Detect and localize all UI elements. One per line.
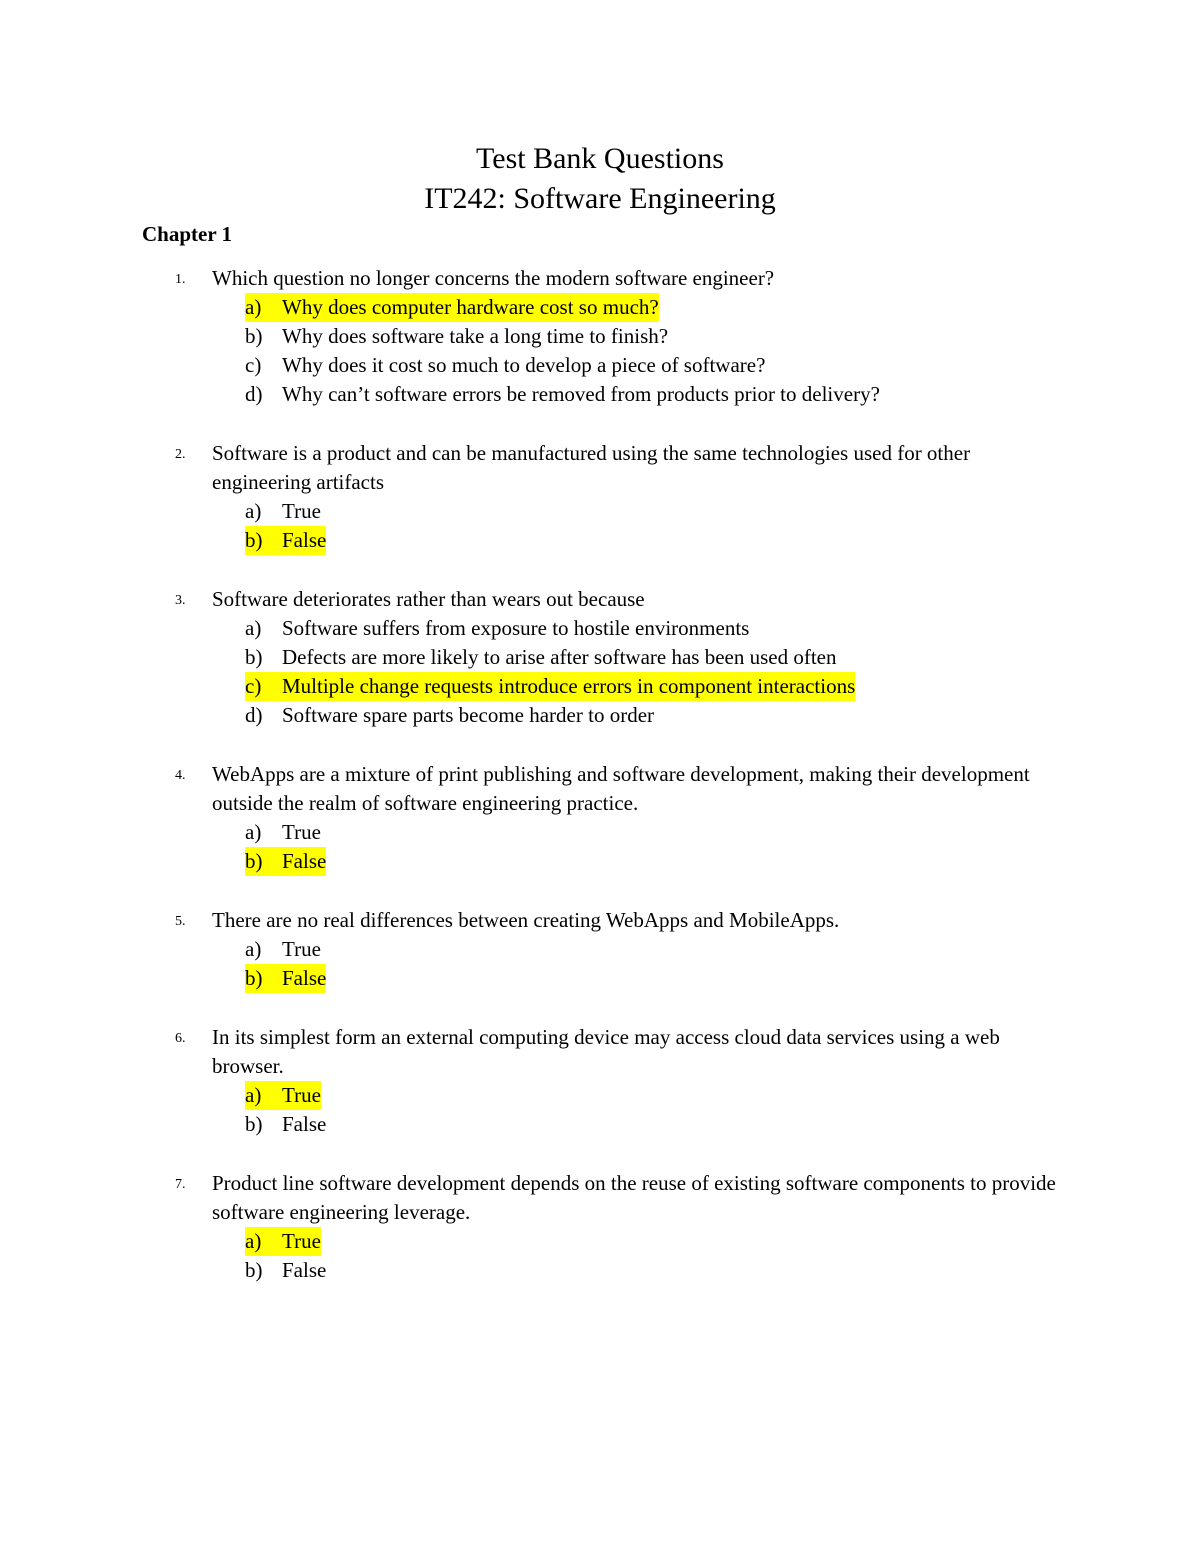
option-letter: a)	[245, 295, 262, 319]
option-text: Why does software take a long time to finish?	[282, 324, 669, 348]
option-letter: d)	[245, 382, 263, 406]
option-letter: b)	[245, 849, 263, 873]
option-text: Multiple change requests introduce errors in component interactions	[282, 674, 856, 698]
question-number: 7.	[175, 1177, 186, 1192]
option-a	[245, 293, 659, 322]
option-text: True	[282, 499, 321, 523]
option-text: True	[282, 1229, 321, 1253]
option-letter: b)	[245, 324, 263, 348]
option-text: False	[282, 1258, 327, 1282]
option-b	[245, 847, 326, 876]
option-letter: a)	[245, 616, 262, 640]
option-letter: b)	[245, 1258, 263, 1282]
question-number: 2.	[175, 447, 186, 462]
question-text: Which question no longer concerns the modern software engineer?	[212, 266, 775, 290]
question-text: Software is a product and can be manufactured using the same technologies used for other engineering artifacts	[212, 441, 971, 494]
option-c	[245, 351, 765, 380]
option-d	[245, 701, 654, 730]
document-title: Test Bank Questions	[476, 142, 724, 175]
option-text: Software spare parts become harder to order	[282, 703, 655, 727]
option-letter: a)	[245, 820, 262, 844]
option-text: True	[282, 937, 321, 961]
option-a	[245, 1081, 321, 1110]
document-subtitle: IT242: Software Engineering	[424, 182, 776, 215]
option-letter: b)	[245, 966, 263, 990]
question-number: 5.	[175, 914, 186, 929]
question-text: Software deteriorates rather than wears out because	[212, 587, 645, 611]
option-b	[245, 526, 326, 555]
option-letter: a)	[245, 937, 262, 961]
option-text: False	[282, 1112, 327, 1136]
option-letter: c)	[245, 674, 262, 698]
question-text: There are no real differences between creating WebApps and MobileApps.	[212, 908, 840, 932]
option-text: True	[282, 1083, 321, 1107]
option-d	[245, 380, 880, 409]
option-text: True	[282, 820, 321, 844]
question-number: 4.	[175, 768, 186, 783]
option-letter: b)	[245, 528, 263, 552]
option-text: False	[282, 966, 327, 990]
option-text: Defects are more likely to arise after software has been used often	[282, 645, 837, 669]
option-text: Why can’t software errors be removed from products prior to delivery?	[282, 382, 880, 406]
question-text: Product line software development depends on the reuse of existing software components to provide software engineering leverage.	[212, 1171, 1056, 1224]
question-text: In its simplest form an external computing device may access cloud data services using a web browser.	[212, 1025, 1000, 1078]
option-letter: b)	[245, 645, 263, 669]
option-a	[245, 935, 321, 964]
option-letter: a)	[245, 499, 262, 523]
option-a	[245, 1227, 321, 1256]
option-b	[245, 643, 837, 672]
option-a	[245, 497, 321, 526]
option-letter: d)	[245, 703, 263, 727]
option-text: False	[282, 849, 327, 873]
option-text: False	[282, 528, 327, 552]
option-c	[245, 672, 855, 701]
option-text: Why does computer hardware cost so much?	[282, 295, 659, 319]
option-letter: b)	[245, 1112, 263, 1136]
chapter-heading: Chapter 1	[142, 222, 233, 246]
option-letter: a)	[245, 1083, 262, 1107]
question-number: 1.	[175, 272, 186, 287]
option-a	[245, 818, 321, 847]
question-number: 6.	[175, 1031, 186, 1046]
option-b	[245, 322, 668, 351]
option-a	[245, 614, 749, 643]
option-text: Software suffers from exposure to hostile environments	[282, 616, 750, 640]
option-letter: a)	[245, 1229, 262, 1253]
option-b	[245, 1256, 326, 1285]
option-letter: c)	[245, 353, 262, 377]
question-number: 3.	[175, 593, 186, 608]
question-text: WebApps are a mixture of print publishing and software development, making their development outside the realm of software engineering practice.	[212, 762, 1030, 815]
option-text: Why does it cost so much to develop a piece of software?	[282, 353, 766, 377]
option-b	[245, 964, 326, 993]
option-b	[245, 1110, 326, 1139]
